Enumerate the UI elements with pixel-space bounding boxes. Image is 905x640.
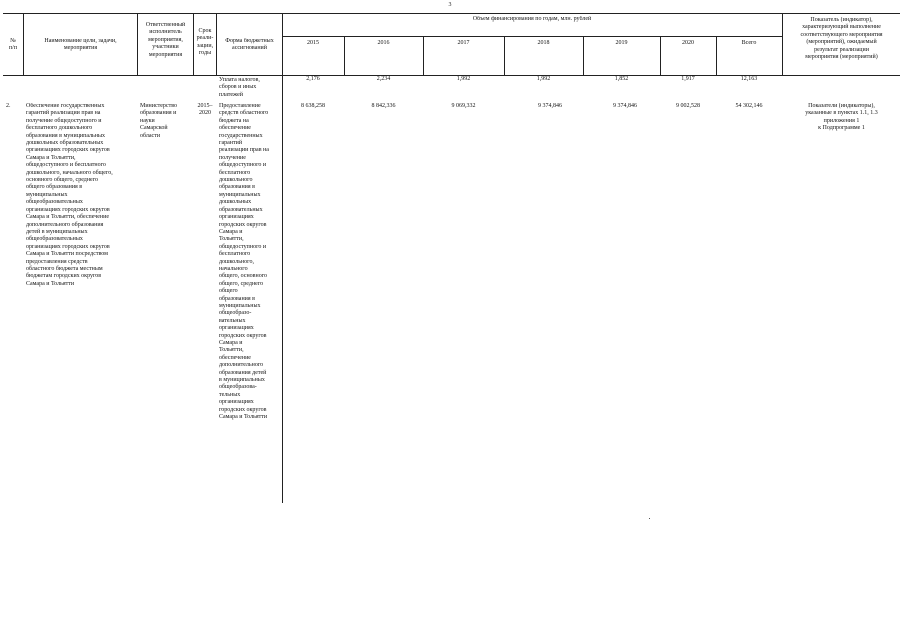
page-number: 3 [448,2,452,8]
header-term: Срок реали- зации, годы [196,28,214,57]
row-2-2015: 8 638,258 [301,103,325,109]
row-2-2016: 8 842,336 [371,103,396,109]
prev-row-2015: 2,176 [306,76,320,82]
prev-row-form: Уплата налогов, сборов и иных платежей [219,77,260,98]
row-2-indicator: Показатели (индикаторы), указанные в пунктах 1.1, 1.3 приложения 1 к Подпрограмме 1 [805,103,878,132]
row-2-total: 54 302,146 [735,103,763,109]
row-2-2017: 9 069,332 [451,103,476,109]
col-divider-5 [282,13,283,503]
row-2-name: Обеспечение государственных гарантий реализации прав на получение общедоступного и бесплатного дошкольного образования в муниципальных дошкольных образовательных организациях городских округов Самара и Тольятти, общедоступного и бесплатного дошкольного, начального общего, основного общего, среднего общего образования в муниципальных общеобразовательных организациях городских округов Самара и Тольятти, обеспечение дополнительного образования детей в муниципальных общеобразовательных организациях городских округов Самара и Тольятти посредством предоставления средств областного бюджета местным бюджетам городских округов Самара и Тольятти [26,103,113,287]
header-year-2019: 2019 [615,40,628,46]
header-total: Всего [741,40,757,46]
header-year-2020: 2020 [682,40,694,46]
prev-row-2020: 1,917 [681,76,695,82]
years-header-divider [282,36,782,37]
row-2-form: Предоставление средств областного бюджета на обеспечение государственных гарантий реализации прав на получение общедоступного и бесплатного дошкольного образования в муниципальных дошкольных образовательных организациях городских округов Самара и Тольятти, общедоступного и бесплатного дошкольного, начального общего, основного общего, среднего общего образования в муниципальных общеобразо- вательных организациях городских округов Самара и Тольятти, обеспечение дополнительного образования детей в муниципальных общеобразова- тельных организациях городских округов Самара и Тольятти [219,103,269,421]
prev-row-total: 12,163 [740,76,758,82]
header-year-2016: 2016 [377,40,390,46]
row-2-executor: Министерство образования и науки Самарской области [140,103,177,139]
header-executor: Ответственный исполнитель мероприятия, участники мероприятия [145,22,186,58]
header-form: Форма бюджетных ассигнований [225,38,274,52]
prev-row-2017: 1,992 [456,76,471,82]
prev-row-2019: 1,852 [614,76,629,82]
row-2-2019: 9 374,846 [613,103,637,109]
header-num: № п/п [8,38,18,52]
header-name: Наименование цели, задачи, мероприятия [44,38,117,52]
scan-speck [649,518,650,519]
header-year-2017: 2017 [457,40,470,46]
row-2-2018: 9 374,846 [538,103,562,109]
row-2-term: 2015– 2020 [197,103,213,117]
header-financing: Объем финансирования по годам, млн. рублей [472,16,592,22]
prev-row-2016: 2,234 [376,76,391,82]
row-2-num: 2. [6,103,11,109]
row-2-2020: 9 002,528 [676,103,700,109]
header-year-2015: 2015 [307,40,319,46]
header-indicator: Показатель (индикатор), характеризующий выполнение соответствующего мероприятия (мероприятий), ожидаемый результат реализации мероприятия (мероприятий) [800,17,883,61]
header-year-2018: 2018 [537,40,550,46]
prev-row-2018: 1,992 [536,76,551,82]
